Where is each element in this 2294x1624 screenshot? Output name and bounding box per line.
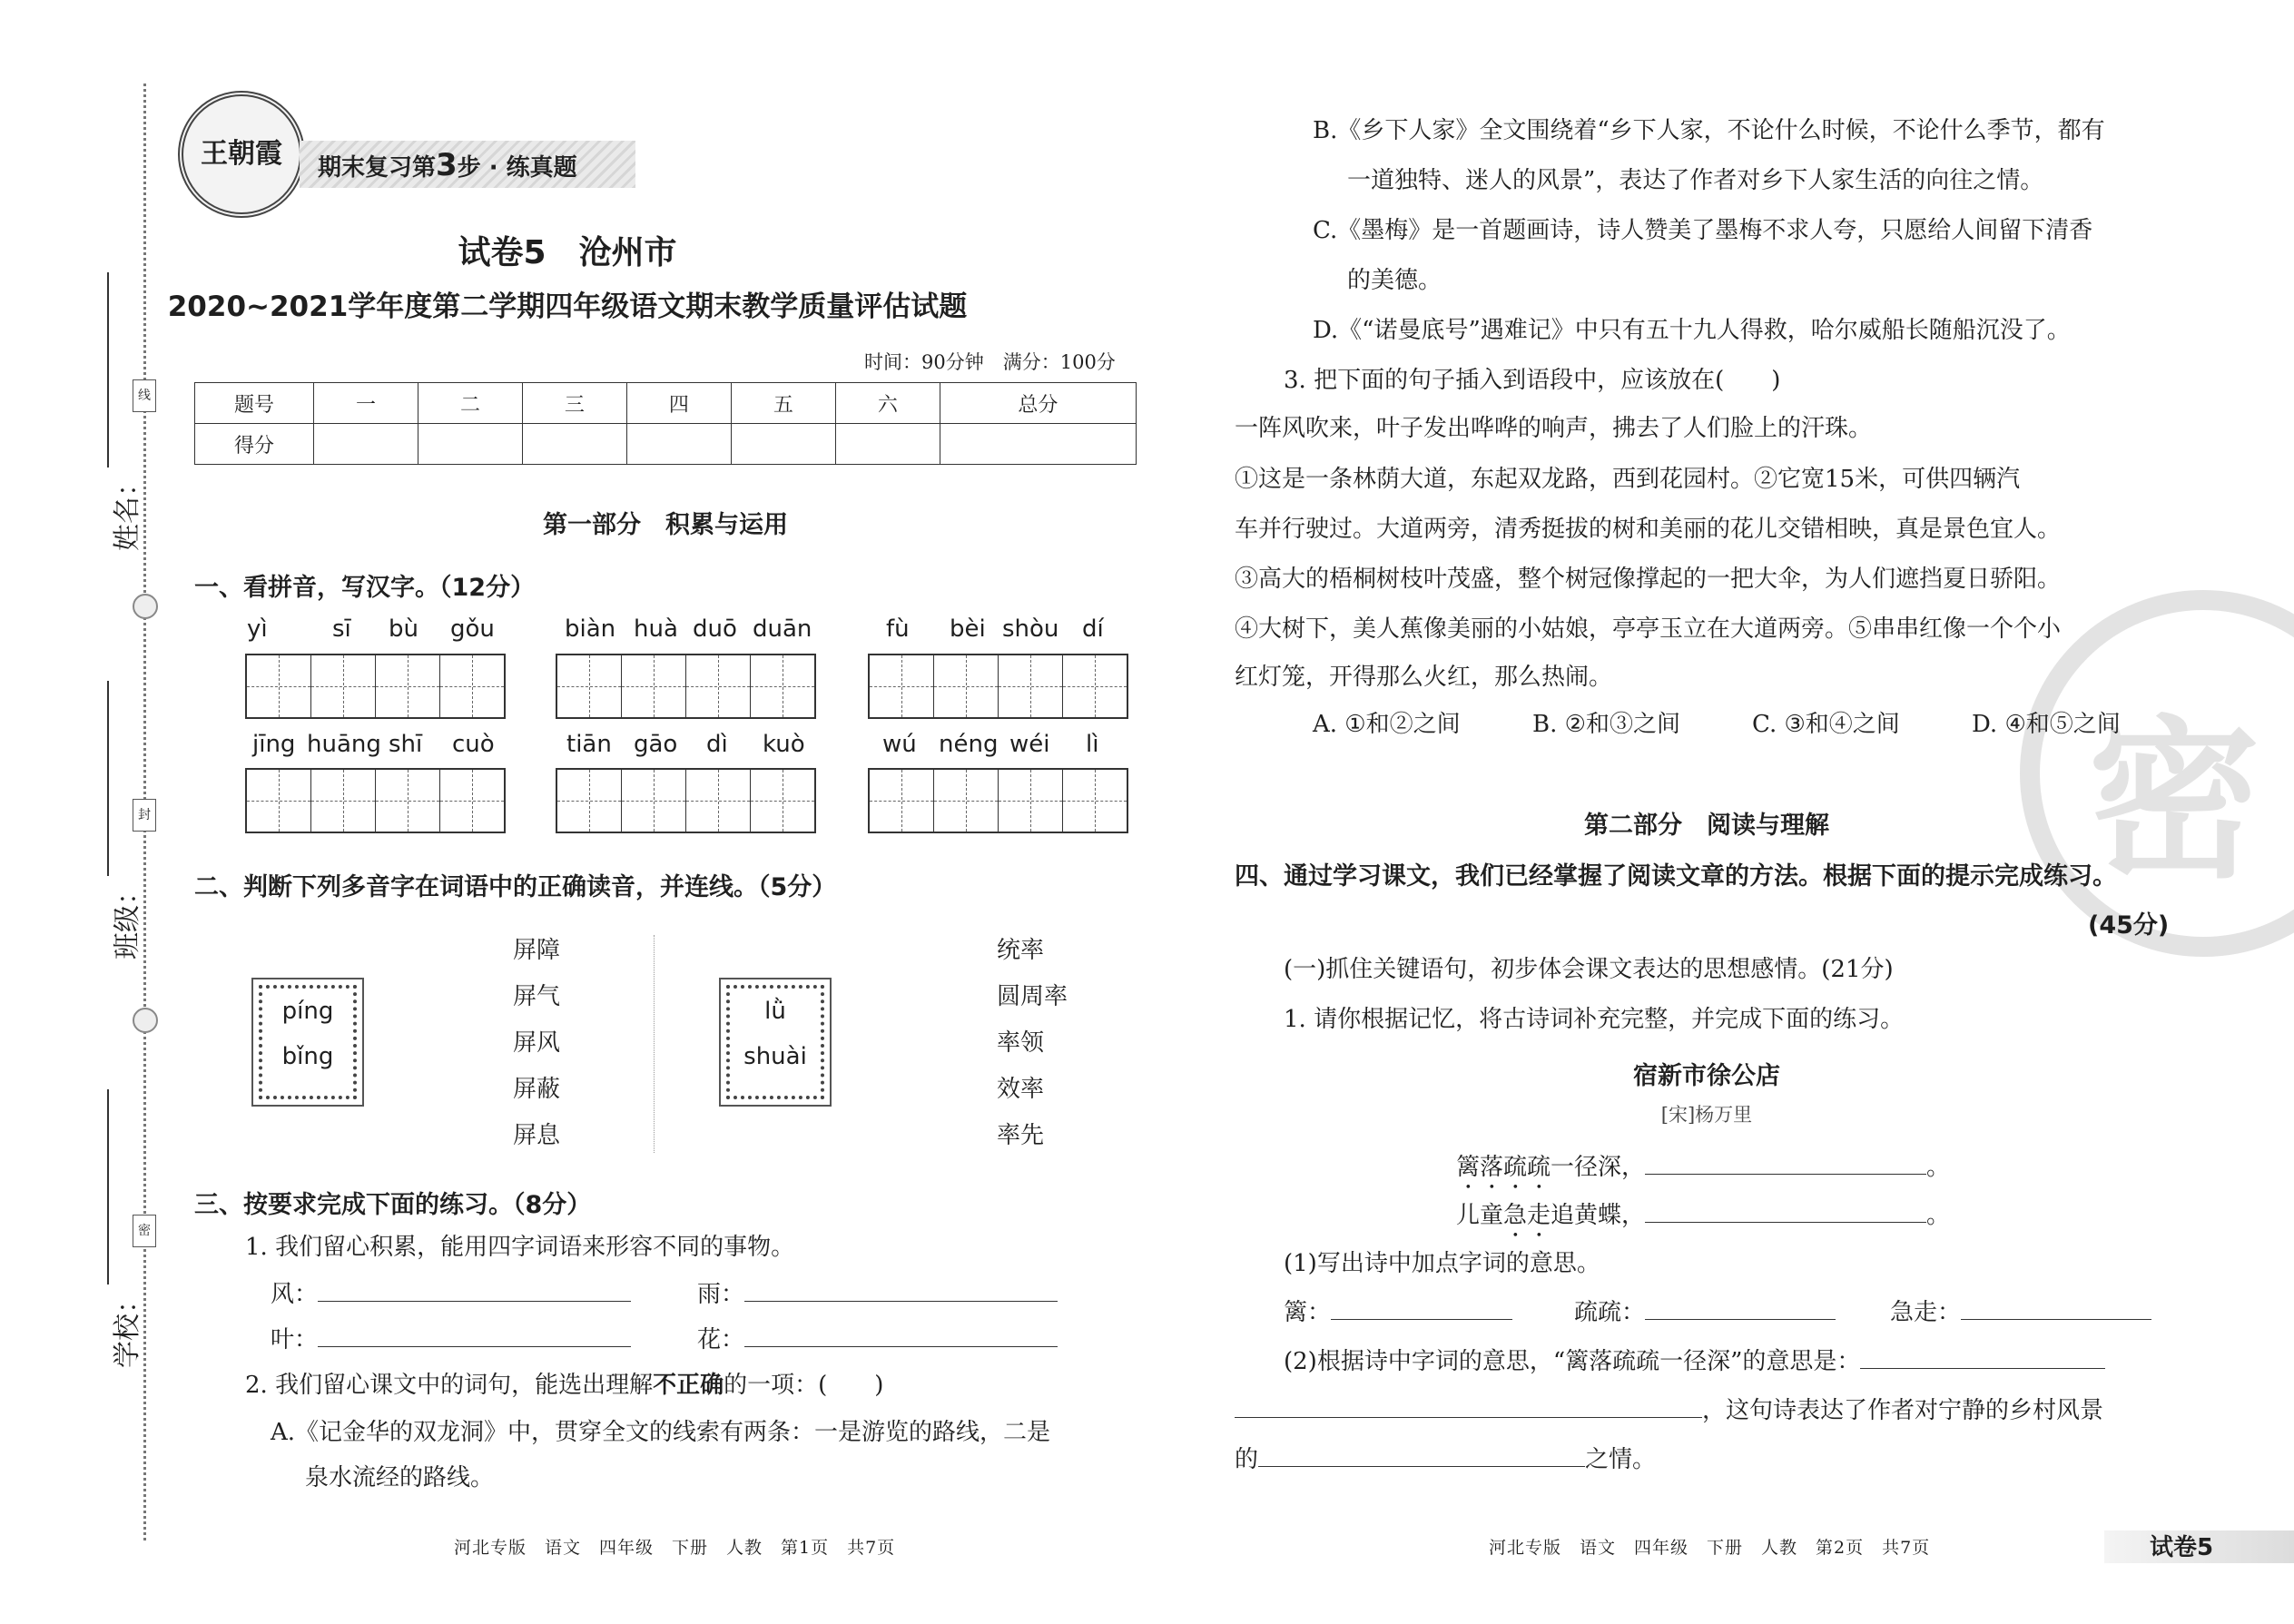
tianzige-cell[interactable] — [685, 770, 750, 832]
word-list-ping — [513, 928, 560, 1159]
flower-label: 花： — [697, 1326, 745, 1353]
pinyin: bù — [389, 615, 418, 643]
score-header-cell: 二 — [418, 383, 522, 424]
tianzige-group[interactable] — [245, 768, 506, 833]
class-field[interactable] — [107, 681, 109, 876]
poem-text: 追黄蝶， — [1551, 1202, 1646, 1229]
tianzige-cell[interactable] — [439, 770, 504, 832]
item2-emphasis: 不正确 — [653, 1372, 724, 1399]
seal-char-line: 线 — [133, 379, 156, 412]
score-row-label: 得分 — [195, 424, 314, 465]
sub-q2-text: (2)根据诗中字词的意思，“篱落疏疏一径深”的意思是： — [1284, 1348, 1861, 1375]
sub-q2-pre-text: 的 — [1235, 1446, 1259, 1473]
pinyin: gǒu — [450, 615, 495, 643]
option-a-line1: A.《记金华的双龙洞》中，贯穿全文的线索有两条：一是游览的路线，二是 — [271, 1419, 1051, 1446]
pinyin: kuò — [763, 731, 805, 758]
score-input-cell[interactable] — [626, 424, 731, 465]
word-item[interactable]: 率领 — [997, 1029, 1045, 1057]
pinyin: dì — [706, 731, 728, 758]
word-item[interactable]: 屏障 — [513, 937, 561, 964]
poem-title: 宿新市徐公店 — [1633, 1062, 1780, 1090]
sub-q2-end-text: 之情。 — [1585, 1446, 1657, 1473]
tianzige-cell[interactable] — [310, 770, 375, 832]
def-shushu-row — [1574, 1289, 1836, 1337]
pinyin: gāo — [634, 731, 678, 758]
tianzige-cell[interactable] — [557, 770, 621, 832]
q4-item1: 1. 请你根据记忆，将古诗词补充完整，并完成下面的练习。 — [1284, 1006, 1905, 1033]
score-input-cell[interactable] — [314, 424, 418, 465]
option-b-line1: B.《乡下人家》全文围绕着“乡下人家，不论什么时候，不论什么季节，都有 — [1313, 117, 2105, 144]
pinyin: wú — [882, 731, 917, 758]
reading-option[interactable]: lǜ — [764, 998, 786, 1025]
score-header-cell: 六 — [835, 383, 940, 424]
tianzige-group[interactable] — [556, 768, 816, 833]
q4-heading: 四、通过学习课文，我们已经掌握了阅读文章的方法。根据下面的提示完成练习。 — [1235, 862, 2117, 891]
sub-q2-line1 — [1284, 1338, 2105, 1386]
rain-label: 雨： — [697, 1281, 745, 1308]
wind-row — [271, 1271, 631, 1319]
option-c-line2: 的美德。 — [1347, 267, 1442, 294]
leaf-label: 叶： — [271, 1326, 319, 1353]
pinyin: duō — [693, 615, 737, 643]
tianzige-cell[interactable] — [870, 655, 933, 717]
option-c-line1: C.《墨梅》是一首题画诗，诗人赞美了墨梅不求人夸，只愿给人间留下清香 — [1313, 217, 2093, 244]
column-divider — [654, 935, 655, 1153]
tianzige-cell[interactable] — [998, 770, 1062, 832]
score-input-cell[interactable] — [522, 424, 626, 465]
wind-answer-blank[interactable] — [318, 1274, 631, 1302]
tianzige-cell[interactable] — [247, 770, 310, 832]
score-header-cell: 总分 — [940, 383, 1136, 424]
poem-dotted-word: 疏疏 — [1503, 1154, 1551, 1181]
binding-knot-icon — [133, 594, 158, 619]
score-header-cell: 一 — [314, 383, 418, 424]
pinyin: fù — [886, 615, 910, 643]
footer-left: 河北专版 语文 四年级 下册 人教 第1页 共7页 — [454, 1538, 896, 1558]
tianzige-cell[interactable] — [375, 770, 439, 832]
passage-line: ④大树下，美人蕉像美丽的小姑娘，亭亭玉立在大道两旁。⑤串串红像一个个小 — [1235, 615, 2062, 643]
rain-row — [697, 1271, 1058, 1319]
word-item[interactable]: 统率 — [997, 937, 1045, 964]
def-jizou-label: 急走： — [1890, 1299, 1962, 1326]
step-label-post: 步 · 练真题 — [457, 154, 577, 182]
sub-q1: (1)写出诗中加点字词的意思。 — [1284, 1250, 1600, 1277]
word-list-lv — [997, 928, 1068, 1159]
option-d: D.《“诺曼底号”遇难记》中只有五十九人得救，哈尔威船长随船沉没了。 — [1313, 317, 2071, 344]
tianzige-cell[interactable] — [621, 655, 685, 717]
word-item[interactable]: 屏风 — [513, 1029, 561, 1057]
part1-title: 第一部分 积累与运用 — [543, 511, 788, 539]
time-score-info: 时间：90分钟 满分：100分 — [864, 351, 1116, 373]
poem-text: 儿童 — [1456, 1202, 1504, 1229]
school-label: 学校： — [112, 1286, 143, 1368]
watermark-char: 密 — [2088, 699, 2261, 901]
reading-option[interactable]: píng — [281, 998, 334, 1025]
sub-q2-line3 — [1235, 1436, 1656, 1484]
score-input-cell[interactable] — [940, 424, 1136, 465]
pinyin: wéi — [1009, 731, 1050, 758]
q2-heading: 二、判断下列多音字在词语中的正确读音，并连线。（5分） — [194, 873, 837, 901]
reading-box-lv — [726, 985, 824, 1099]
poem-period: 。 — [1926, 1154, 1951, 1181]
tianzige-cell[interactable] — [621, 770, 685, 832]
pinyin: dí — [1082, 615, 1104, 643]
name-label: 姓名： — [112, 469, 143, 551]
def-shushu-blank[interactable] — [1645, 1292, 1836, 1320]
pinyin: duān — [753, 615, 812, 643]
option-b-line2: 一道独特、迷人的风景”，表达了作者对乡下人家生活的向往之情。 — [1347, 167, 2044, 194]
sub-q2-mid-text: ，这句诗表达了作者对宁静的乡村风景 — [1702, 1397, 2104, 1424]
passage-line: ①这是一条林荫大道，东起双龙路，西到花园村。②它宽15米，可供四辆汽 — [1235, 466, 2021, 493]
pinyin: huà — [634, 615, 678, 643]
flower-answer-blank[interactable] — [744, 1319, 1058, 1347]
tianzige-cell[interactable] — [1062, 655, 1127, 717]
reading-option[interactable]: bǐng — [281, 1043, 334, 1070]
tianzige-group[interactable] — [868, 654, 1128, 719]
q3-item3[interactable]: 3. 把下面的句子插入到语段中，应该放在( ) — [1284, 367, 1781, 394]
pinyin: bèi — [950, 615, 986, 643]
tianzige-cell[interactable] — [1062, 770, 1127, 832]
tianzige-cell[interactable] — [998, 655, 1062, 717]
score-table-score-row — [195, 424, 1137, 465]
def-li-row — [1284, 1289, 1512, 1337]
q4-score: (45分) — [2088, 911, 2170, 940]
poem-dotted-word: 篱落 — [1456, 1154, 1504, 1181]
q3-item2 — [245, 1362, 883, 1410]
step-label-pre: 期末复习第 — [318, 154, 437, 182]
review-step-label — [318, 147, 577, 183]
score-table-header-row — [195, 383, 1137, 424]
option-a-line2: 泉水流经的路线。 — [305, 1464, 495, 1491]
q3-heading: 三、按要求完成下面的练习。（8分） — [194, 1191, 592, 1219]
word-item[interactable]: 率先 — [997, 1122, 1045, 1149]
step-number: 3 — [436, 147, 458, 183]
pinyin: lì — [1086, 731, 1099, 758]
pinyin: néng — [939, 731, 999, 758]
score-input-cell[interactable] — [418, 424, 522, 465]
insert-sentence: 一阵风吹来，叶子发出哗哗的响声，拂去了人们脸上的汗珠。 — [1235, 415, 1873, 442]
logo-text: 王朝霞 — [201, 138, 282, 170]
choice-d[interactable]: D. ④和⑤之间 — [1972, 711, 2121, 738]
tianzige-cell[interactable] — [750, 655, 814, 717]
seal-char-secret: 密 — [133, 1215, 156, 1247]
pinyin: shòu — [1002, 615, 1059, 643]
pinyin: sī — [332, 615, 351, 643]
sub-q2-line2 — [1235, 1387, 2103, 1435]
class-label: 班级： — [112, 878, 143, 960]
score-header-cell: 三 — [522, 383, 626, 424]
score-header-cell: 五 — [731, 383, 835, 424]
reading-box-ping — [259, 985, 357, 1099]
flower-row — [697, 1316, 1058, 1364]
binding-knot-icon — [133, 1008, 158, 1033]
wind-label: 风： — [271, 1281, 319, 1308]
score-header-cell: 题号 — [195, 383, 314, 424]
word-item[interactable]: 效率 — [997, 1076, 1045, 1103]
tianzige-cell[interactable] — [933, 770, 998, 832]
exam-subtitle: 2020~2021学年度第二学期四年级语文期末教学质量评估试题 — [167, 290, 968, 323]
footer-exam-tab: 试卷5 — [2150, 1534, 2214, 1561]
q1-heading: 一、看拼音，写汉字。（12分） — [194, 574, 536, 602]
choice-b[interactable]: B. ②和③之间 — [1532, 711, 1680, 738]
pinyin: huāng — [307, 731, 381, 758]
score-header-cell: 四 — [626, 383, 731, 424]
tianzige-cell[interactable] — [310, 655, 375, 717]
poem-line2 — [1456, 1192, 1950, 1243]
sub-q2-meaning-blank[interactable] — [1235, 1390, 1702, 1418]
word-item[interactable]: 屏息 — [513, 1122, 561, 1149]
seal-char-seal: 封 — [133, 799, 156, 832]
score-input-cell[interactable] — [835, 424, 940, 465]
choice-c[interactable]: C. ③和④之间 — [1752, 711, 1900, 738]
poem-answer-blank[interactable] — [1645, 1147, 1926, 1175]
poem-text: 一径深， — [1551, 1154, 1646, 1181]
sub-q2-blank[interactable] — [1860, 1341, 2105, 1369]
tianzige-cell[interactable] — [870, 770, 933, 832]
def-li-blank[interactable] — [1331, 1292, 1512, 1320]
tianzige-cell[interactable] — [375, 655, 439, 717]
score-table — [194, 382, 1137, 465]
tianzige-cell[interactable] — [247, 655, 310, 717]
tianzige-group[interactable] — [556, 654, 816, 719]
poem-period: 。 — [1926, 1202, 1951, 1229]
part2-title: 第二部分 阅读与理解 — [1584, 812, 1829, 840]
word-item[interactable]: 屏蔽 — [513, 1076, 561, 1103]
q4-sub1: (一)抓住关键语句，初步体会课文表达的思想感情。(21分) — [1284, 956, 1894, 983]
exam-title: 试卷5 沧州市 — [458, 234, 677, 271]
passage-line: 车并行驶过。大道两旁，清秀挺拔的树和美丽的花儿交错相映，真是景色宜人。 — [1235, 516, 2062, 543]
tianzige-cell[interactable] — [933, 655, 998, 717]
publisher-logo — [178, 91, 305, 218]
leaf-answer-blank[interactable] — [318, 1319, 631, 1347]
pinyin: shī — [389, 731, 423, 758]
school-field[interactable] — [107, 1089, 109, 1284]
passage-line: ③高大的梧桐树枝叶茂盛，整个树冠像撑起的一把大伞，为人们遮挡夏日骄阳。 — [1235, 566, 2062, 593]
pinyin: yì — [247, 615, 268, 643]
item2-text: 2. 我们留心课文中的词句，能选出理解 — [245, 1372, 654, 1399]
rain-answer-blank[interactable] — [744, 1274, 1058, 1302]
score-input-cell[interactable] — [731, 424, 835, 465]
word-item[interactable]: 圆周率 — [997, 983, 1068, 1010]
choice-a[interactable]: A. ①和②之间 — [1313, 711, 1461, 738]
pinyin: cuò — [452, 731, 495, 758]
tianzige-cell[interactable] — [685, 655, 750, 717]
pinyin: tiān — [566, 731, 612, 758]
reading-option[interactable]: shuài — [743, 1043, 807, 1070]
passage-line: 红灯笼，开得那么火红，那么热闹。 — [1235, 664, 1613, 691]
pinyin: biàn — [565, 615, 616, 643]
def-jizou-row — [1890, 1289, 2151, 1337]
tianzige-group[interactable] — [245, 654, 506, 719]
def-jizou-blank[interactable] — [1961, 1292, 2151, 1320]
item2-answer-paren[interactable]: 的一项：( ) — [724, 1372, 884, 1399]
def-shushu-label: 疏疏： — [1574, 1299, 1646, 1326]
tianzige-group[interactable] — [868, 768, 1128, 833]
poem-dotted-word: 急走 — [1503, 1202, 1551, 1229]
tianzige-cell[interactable] — [439, 655, 504, 717]
sub-q2-feeling-blank[interactable] — [1258, 1439, 1585, 1467]
def-li-label: 篱： — [1284, 1299, 1332, 1326]
poem-answer-blank[interactable] — [1645, 1195, 1926, 1223]
q3-item1: 1. 我们留心积累，能用四字词语来形容不同的事物。 — [245, 1234, 795, 1261]
pinyin: jīng — [252, 731, 296, 758]
poem-line1 — [1456, 1144, 1950, 1195]
footer-right: 河北专版 语文 四年级 下册 人教 第2页 共7页 — [1489, 1538, 1931, 1558]
tianzige-cell[interactable] — [750, 770, 814, 832]
word-item[interactable]: 屏气 — [513, 983, 561, 1010]
leaf-row — [271, 1316, 631, 1364]
tianzige-cell[interactable] — [557, 655, 621, 717]
poem-author: [宋]杨万里 — [1660, 1104, 1753, 1126]
